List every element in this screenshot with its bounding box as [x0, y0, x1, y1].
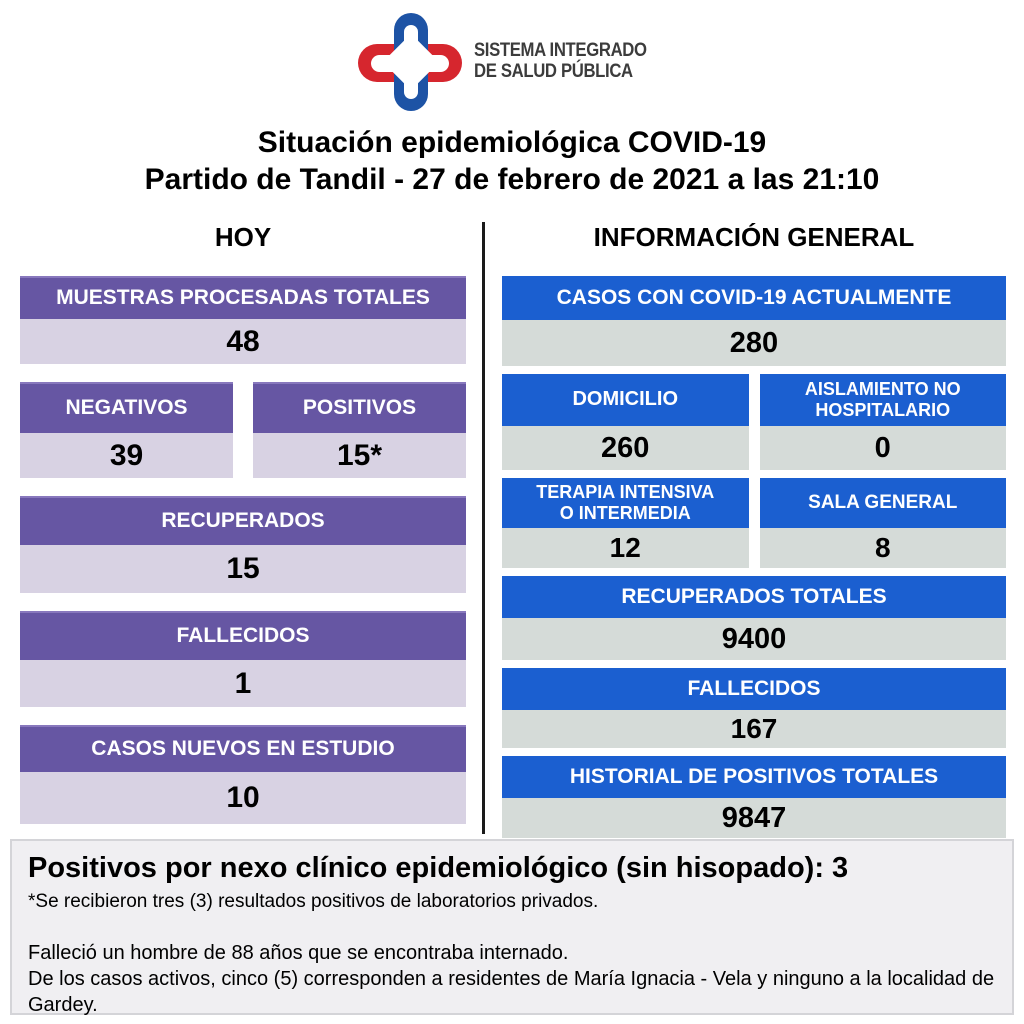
stat-value: 39: [20, 433, 233, 478]
hoy-pair-negativos-positivos: [20, 382, 466, 478]
stat-positivos: [253, 382, 466, 478]
logo-text: [474, 41, 647, 83]
stat-value: 0: [760, 426, 1007, 470]
stat-aislamiento-no-hospitalario: [760, 374, 1007, 470]
stat-label: FALLECIDOS: [20, 611, 466, 660]
notes-body-line1: Falleció un hombre de 88 años que se encontraba internado.: [28, 942, 569, 964]
stat-muestras-procesadas: [20, 276, 466, 364]
stat-label: CASOS NUEVOS EN ESTUDIO: [20, 725, 466, 772]
logo: [0, 0, 1024, 112]
stat-sala-general: [760, 478, 1007, 568]
column-header-hoy: HOY: [214, 222, 272, 252]
stat-value: 9847: [502, 798, 1006, 838]
stat-domicilio: [502, 374, 749, 470]
column-divider: [482, 222, 485, 834]
stat-recuperados-hoy: [20, 496, 466, 593]
health-system-logo-icon: [354, 12, 466, 112]
stat-value: 10: [20, 772, 466, 824]
stat-label: MUESTRAS PROCESADAS TOTALES: [20, 276, 466, 319]
stat-value: 280: [502, 320, 1006, 366]
stat-label: FALLECIDOS: [502, 668, 1006, 710]
page-title-line1: Situación epidemiológica COVID-19: [257, 126, 767, 159]
stats-columns: [0, 222, 1024, 838]
stat-label: POSITIVOS: [253, 382, 466, 433]
stat-value: 8: [760, 528, 1007, 568]
stat-value: 15: [20, 545, 466, 593]
stat-label: DOMICILIO: [502, 374, 749, 426]
stat-value: 1: [20, 660, 466, 707]
general-stack: [502, 276, 1006, 838]
notes-body: [28, 940, 996, 1018]
stat-value: 12: [502, 528, 749, 568]
stat-fallecidos-totales: [502, 668, 1006, 748]
column-header-informacion-general: INFORMACIÓN GENERAL: [593, 222, 915, 252]
stat-value: 15*: [253, 433, 466, 478]
notes-body-line2: De los casos activos, cinco (5) corresponden a residentes de María Ignacia - Vela y ninguno a la localidad de Gardey.: [28, 968, 995, 1016]
stat-fallecidos-hoy: [20, 611, 466, 707]
stat-value: 48: [20, 319, 466, 364]
stat-value: 260: [502, 426, 749, 470]
stat-label: RECUPERADOS TOTALES: [502, 576, 1006, 618]
stat-label: AISLAMIENTO NO HOSPITALARIO: [760, 374, 1007, 426]
stat-casos-nuevos-en-estudio: [20, 725, 466, 824]
stat-label: RECUPERADOS: [20, 496, 466, 545]
page-title: [0, 124, 1024, 198]
logo-text-line1: SISTEMA INTEGRADO: [473, 40, 647, 62]
general-pair-domicilio-aislamiento: [502, 374, 1006, 470]
stat-value: 9400: [502, 618, 1006, 660]
stat-recuperados-totales: [502, 576, 1006, 660]
stat-casos-covid-actualmente: [502, 276, 1006, 366]
hoy-stack: [20, 276, 466, 824]
stat-terapia-intensiva: [502, 478, 749, 568]
notes-footnote: *Se recibieron tres (3) resultados positivos de laboratorios privados.: [28, 891, 599, 912]
general-pair-terapia-sala: [502, 478, 1006, 568]
footer-notes: [10, 839, 1014, 1015]
stat-historial-positivos-totales: [502, 756, 1006, 838]
stat-value: 167: [502, 710, 1006, 748]
notes-heading: Positivos por nexo clínico epidemiológico (sin hisopado): 3: [28, 852, 849, 884]
stat-label: TERAPIA INTENSIVA O INTERMEDIA: [502, 478, 749, 528]
stat-negativos: [20, 382, 233, 478]
column-informacion-general: [502, 222, 1006, 838]
stat-label: HISTORIAL DE POSITIVOS TOTALES: [502, 756, 1006, 798]
stat-label: CASOS CON COVID-19 ACTUALMENTE: [502, 276, 1006, 320]
column-hoy: [20, 222, 466, 838]
page-title-line2: Partido de Tandil - 27 de febrero de 2021 a las 21:10: [144, 163, 880, 196]
logo-text-line2: DE SALUD PÚBLICA: [473, 61, 633, 82]
stat-label: SALA GENERAL: [760, 478, 1007, 528]
stat-label: NEGATIVOS: [20, 382, 233, 433]
